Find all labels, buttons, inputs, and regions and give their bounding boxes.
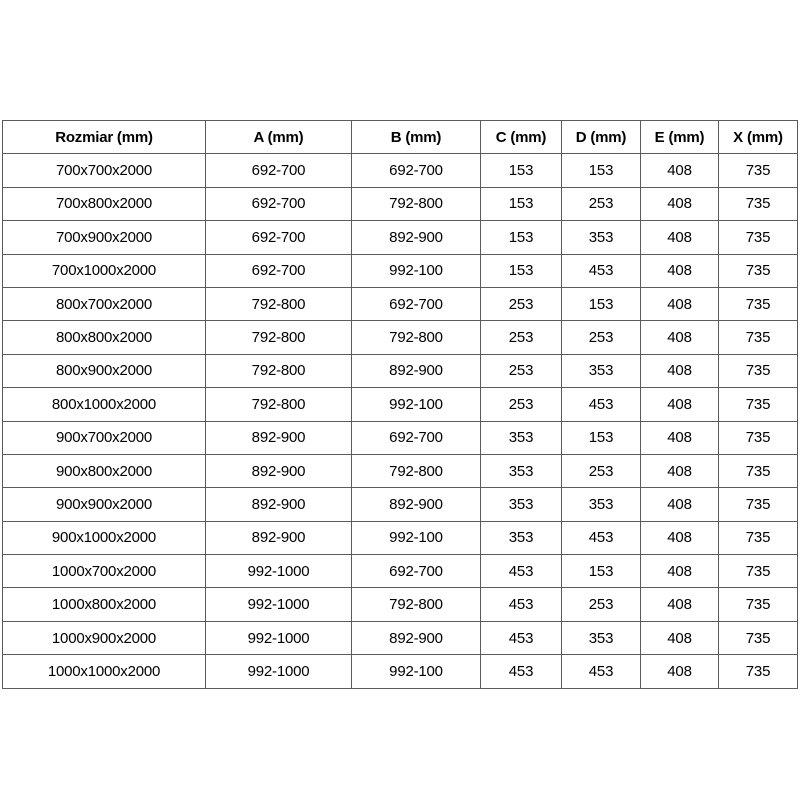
cell: 408 <box>641 388 719 421</box>
cell: 792-800 <box>206 287 352 320</box>
cell: 692-700 <box>352 287 481 320</box>
cell: 792-800 <box>352 588 481 621</box>
cell: 408 <box>641 221 719 254</box>
cell: 900x900x2000 <box>3 488 206 521</box>
cell: 153 <box>481 254 562 287</box>
cell: 735 <box>719 187 798 220</box>
cell: 353 <box>481 521 562 554</box>
cell: 735 <box>719 454 798 487</box>
cell: 453 <box>562 388 641 421</box>
cell: 792-800 <box>206 388 352 421</box>
dimension-table-container <box>2 120 797 689</box>
cell: 353 <box>562 354 641 387</box>
cell: 453 <box>481 621 562 654</box>
cell: 408 <box>641 488 719 521</box>
cell: 735 <box>719 321 798 354</box>
cell: 700x1000x2000 <box>3 254 206 287</box>
cell: 153 <box>481 221 562 254</box>
cell: 992-1000 <box>206 655 352 688</box>
cell: 735 <box>719 354 798 387</box>
table-row <box>3 287 798 320</box>
cell: 353 <box>562 221 641 254</box>
cell: 992-1000 <box>206 555 352 588</box>
cell: 408 <box>641 621 719 654</box>
cell: 253 <box>562 588 641 621</box>
table-row <box>3 388 798 421</box>
cell: 408 <box>641 421 719 454</box>
cell: 792-800 <box>352 187 481 220</box>
cell: 800x700x2000 <box>3 287 206 320</box>
cell: 1000x900x2000 <box>3 621 206 654</box>
table-row <box>3 454 798 487</box>
cell: 735 <box>719 521 798 554</box>
cell: 700x800x2000 <box>3 187 206 220</box>
cell: 892-900 <box>352 621 481 654</box>
cell: 1000x1000x2000 <box>3 655 206 688</box>
table-row <box>3 421 798 454</box>
cell: 700x700x2000 <box>3 154 206 187</box>
cell: 792-800 <box>206 354 352 387</box>
cell: 992-100 <box>352 388 481 421</box>
cell: 408 <box>641 287 719 320</box>
cell: 153 <box>481 154 562 187</box>
column-header: C (mm) <box>481 121 562 154</box>
cell: 735 <box>719 421 798 454</box>
cell: 992-1000 <box>206 588 352 621</box>
cell: 453 <box>481 555 562 588</box>
cell: 692-700 <box>206 254 352 287</box>
cell: 792-800 <box>352 454 481 487</box>
table-row <box>3 321 798 354</box>
table-row <box>3 221 798 254</box>
column-header: X (mm) <box>719 121 798 154</box>
cell: 735 <box>719 388 798 421</box>
cell: 735 <box>719 488 798 521</box>
cell: 992-100 <box>352 254 481 287</box>
cell: 692-700 <box>206 221 352 254</box>
cell: 800x1000x2000 <box>3 388 206 421</box>
cell: 408 <box>641 588 719 621</box>
cell: 692-700 <box>206 154 352 187</box>
table-row <box>3 354 798 387</box>
column-header: A (mm) <box>206 121 352 154</box>
cell: 408 <box>641 454 719 487</box>
table-row <box>3 555 798 588</box>
column-header: B (mm) <box>352 121 481 154</box>
cell: 253 <box>481 287 562 320</box>
cell: 253 <box>481 354 562 387</box>
cell: 892-900 <box>206 521 352 554</box>
table-row <box>3 254 798 287</box>
cell: 153 <box>562 555 641 588</box>
cell: 1000x800x2000 <box>3 588 206 621</box>
cell: 735 <box>719 221 798 254</box>
cell: 692-700 <box>352 154 481 187</box>
table-row <box>3 521 798 554</box>
cell: 900x800x2000 <box>3 454 206 487</box>
cell: 153 <box>562 421 641 454</box>
table-row <box>3 621 798 654</box>
cell: 692-700 <box>352 421 481 454</box>
cell: 453 <box>562 521 641 554</box>
cell: 153 <box>562 154 641 187</box>
table-row <box>3 588 798 621</box>
cell: 900x1000x2000 <box>3 521 206 554</box>
cell: 735 <box>719 621 798 654</box>
cell: 800x900x2000 <box>3 354 206 387</box>
cell: 453 <box>481 588 562 621</box>
cell: 408 <box>641 154 719 187</box>
column-header: Rozmiar (mm) <box>3 121 206 154</box>
cell: 408 <box>641 187 719 220</box>
cell: 408 <box>641 254 719 287</box>
table-row <box>3 488 798 521</box>
table-row <box>3 655 798 688</box>
cell: 353 <box>481 421 562 454</box>
column-header: E (mm) <box>641 121 719 154</box>
cell: 408 <box>641 354 719 387</box>
cell: 735 <box>719 287 798 320</box>
cell: 1000x700x2000 <box>3 555 206 588</box>
cell: 735 <box>719 588 798 621</box>
cell: 800x800x2000 <box>3 321 206 354</box>
cell: 992-100 <box>352 521 481 554</box>
cell: 253 <box>481 321 562 354</box>
table-header-row <box>3 121 798 154</box>
cell: 453 <box>481 655 562 688</box>
cell: 253 <box>562 187 641 220</box>
cell: 353 <box>562 621 641 654</box>
cell: 892-900 <box>352 354 481 387</box>
cell: 153 <box>481 187 562 220</box>
column-header: D (mm) <box>562 121 641 154</box>
table-row <box>3 154 798 187</box>
cell: 692-700 <box>352 555 481 588</box>
cell: 153 <box>562 287 641 320</box>
cell: 892-900 <box>206 488 352 521</box>
cell: 408 <box>641 521 719 554</box>
cell: 253 <box>481 388 562 421</box>
cell: 453 <box>562 655 641 688</box>
cell: 408 <box>641 555 719 588</box>
table-row <box>3 187 798 220</box>
cell: 892-900 <box>352 488 481 521</box>
cell: 253 <box>562 454 641 487</box>
cell: 253 <box>562 321 641 354</box>
cell: 992-1000 <box>206 621 352 654</box>
cell: 792-800 <box>352 321 481 354</box>
cell: 692-700 <box>206 187 352 220</box>
cell: 992-100 <box>352 655 481 688</box>
cell: 353 <box>481 454 562 487</box>
cell: 892-900 <box>206 421 352 454</box>
cell: 453 <box>562 254 641 287</box>
cell: 408 <box>641 655 719 688</box>
cell: 735 <box>719 254 798 287</box>
cell: 408 <box>641 321 719 354</box>
dimension-spec-table <box>2 120 798 689</box>
cell: 735 <box>719 555 798 588</box>
cell: 353 <box>481 488 562 521</box>
cell: 892-900 <box>206 454 352 487</box>
cell: 735 <box>719 154 798 187</box>
cell: 735 <box>719 655 798 688</box>
cell: 700x900x2000 <box>3 221 206 254</box>
cell: 900x700x2000 <box>3 421 206 454</box>
cell: 792-800 <box>206 321 352 354</box>
cell: 892-900 <box>352 221 481 254</box>
cell: 353 <box>562 488 641 521</box>
